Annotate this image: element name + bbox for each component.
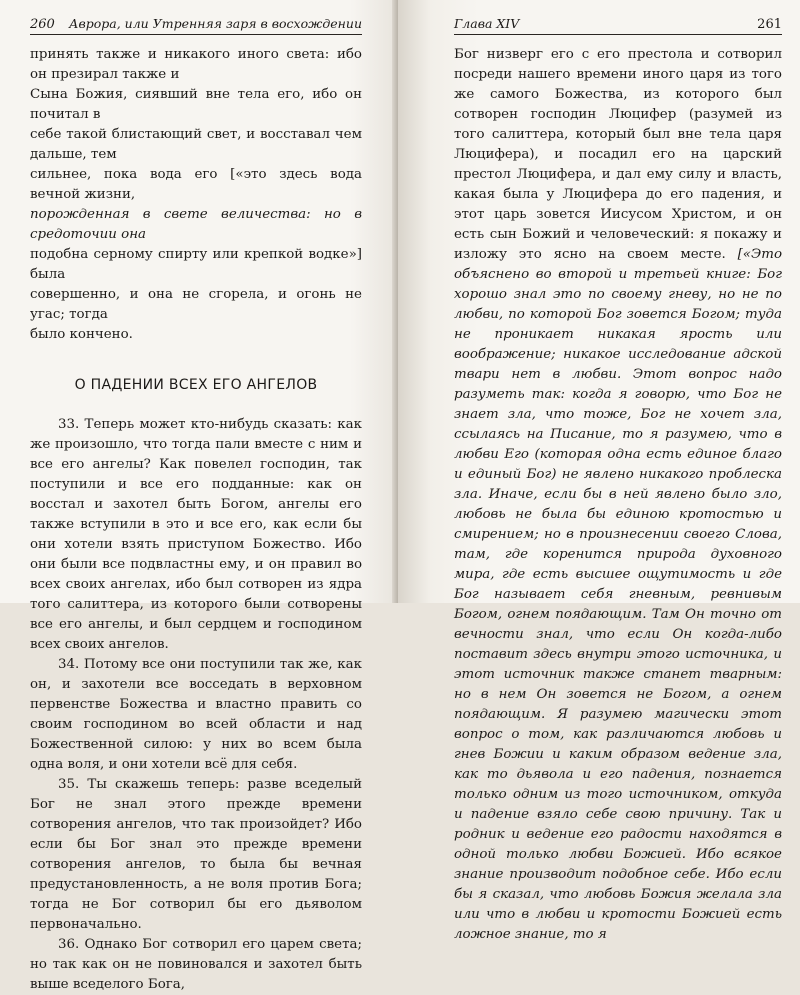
left-line-8: было кончено. <box>30 327 133 342</box>
right-text-italic-note: [«Это объяснено во второй и третьей книге: Бог хорошо знал это по своему гневу, но не по любви, по которой Бог зовется Богом; туда не проникает никакая ярость или воображение; никакое исследование адской твари нет в любви. Этот вопрос надо разуметь так: когда я говорю, что Бог не знает зла, что тоже, Бог не хочет зла, ссылаясь на Писание, то я разумею, что в любви Его (которая одна есть единое благо и единый Бог) не явлено никакого проблеска зла. Иначе, если бы в ней явлено было зло, любовь не была бы единою кротостью и смирением; но в произнесении своего Слова, там, где коренится природа духовного мира, где есть высшее ощутимость и где Бог называет себя гневным, ревнивым Богом, огнем поядающим. Там Он точно от вечности знал, что если Он когда-либо поставит здесь внутри этого источника, и этот источник также станет тварным: но в нем Он зовется не Богом, а огнем поядающим. Я разумею магически этот вопрос о том, как различаются любовь и гнев Божии и каким образом ведение зла, как то дьявола и его падения, познается только одним из того источником, откуда и падение взяло себе свою причину. Так и родник и ведение его радости находятся в одной только любви Божией. Ибо всякое знание производит подобное себе. Ибо если бы я сказал, что любовь Божия желала зла или что в любви и кротости Божией есть ложное знание, то я <box>454 247 782 942</box>
right-running-title: Глава XIV <box>454 16 520 31</box>
right-page <box>398 0 800 942</box>
right-text-upright: Бог низверг его с его престола и сотворил посреди нашего времени иного царя из того же самого Божества, из которого был сотворен господин Люцифер (разумей из того салиттера, который был вне тела царя Люцифера), и посадил его на царский престол Люцифера, и дал ему силу и власть, какая была у Люцифера до его падения, и этот царь зовется Иисусом Христом, и он есть сын Божий и человеческий: я покажу и изложу это ясно на своем месте. <box>454 47 782 262</box>
left-line-2: Сына Божия, сиявший вне тела его, ибо он почитал в <box>30 87 362 122</box>
left-line-1: принять также и никакого иного света: ибо он презирал также и <box>30 47 362 82</box>
paragraph-33: 33. Теперь может кто-нибудь сказать: как же произошло, что тогда пали вместе с ним и все его ангелы? Как повелел господин, так поступили и все его подданные: как он восстал и захотел быть Богом, ангелы его также вступили в это и все его, как если бы они хотели взять приступом Божество. Ибо они были все подвластны ему, и он правил во всех своих ангелах, ибо был сотворен из ядра того салиттера, из которого были сотворены все его ангелы, и был сердцем и господином всех своих ангелов. <box>30 417 362 652</box>
right-page-number: 261 <box>757 17 782 32</box>
left-body-text <box>30 45 362 995</box>
left-page-number: 260 <box>30 17 55 32</box>
left-running-head <box>30 16 362 35</box>
left-page <box>0 0 398 992</box>
right-running-head <box>454 16 782 35</box>
left-line-7: совершенно, и она не сгорела, и огонь не угас; тогда <box>30 287 362 322</box>
left-running-title: Аврора, или Утренняя заря в восхождении <box>69 16 362 31</box>
right-paragraph <box>454 45 782 945</box>
paragraph-35: 35. Ты скажешь теперь: разве вседелый Бог не знал этого прежде времени сотворения ангелов, что так произойдет? Ибо если бы Бог знал это прежде времени сотворения ангелов, то была бы вечная предустановленность, а не воля против Бога; тогда не Бог сотворил бы его дьяволом первоначально. <box>30 777 362 932</box>
section-heading: О ПАДЕНИИ ВСЕХ ЕГО АНГЕЛОВ <box>74 377 318 393</box>
left-line-4: сильнее, пока вода его [«это здесь вода вечной жизни, <box>30 167 362 202</box>
left-line-6: подобна серному спирту или крепкой водке»] была <box>30 247 362 282</box>
right-body-text <box>454 45 782 945</box>
paragraph-34: 34. Потому все они поступили так же, как он, и захотели все восседать в верховном первенстве Божества и властно править со своим господином во всей области и над Божественной силою: у них во всем была одна воля, и они хотели всё для себя. <box>30 657 362 772</box>
left-line-5: порожденная в свете величества: но в средоточии она <box>30 207 362 242</box>
paragraph-36: 36. Однако Бог сотворил его царем света; но так как он не повиновался и захотел быть выше вседелого Бога, <box>30 937 362 992</box>
left-line-3: себе такой блистающий свет, и восставал чем дальше, тем <box>30 127 362 162</box>
